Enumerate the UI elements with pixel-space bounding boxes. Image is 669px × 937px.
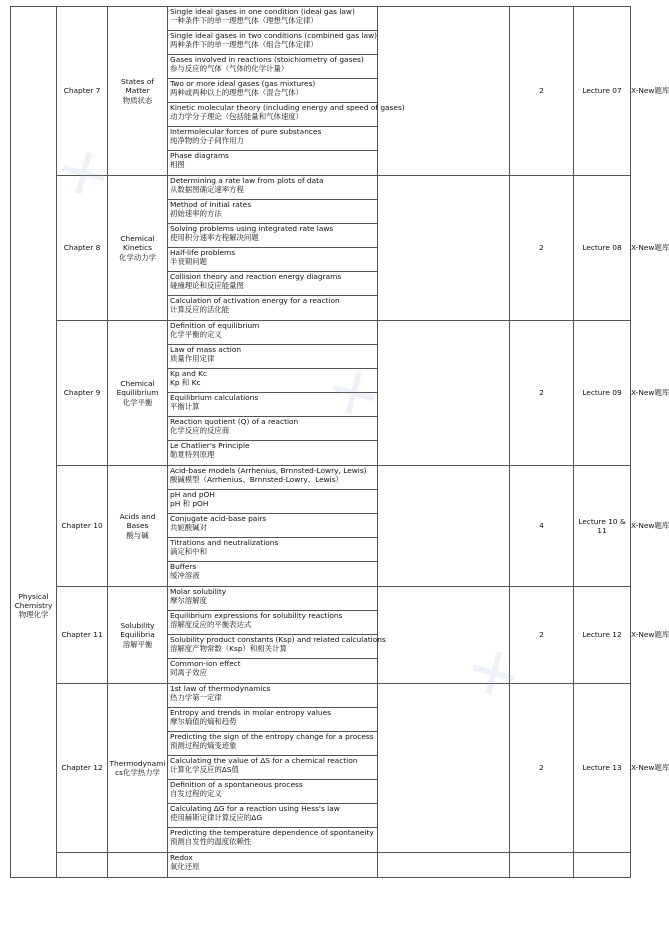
topic-en: Molar solubility <box>170 587 227 596</box>
blank-cell <box>378 176 510 321</box>
blank-cell <box>378 853 510 878</box>
topic-en: Predicting the temperature dependence of spontaneity <box>170 828 374 837</box>
topic-en: Entropy and trends in molar entropy values <box>170 708 331 717</box>
topic-zh: 化学平衡的定义 <box>170 330 222 340</box>
topic-item <box>168 224 377 248</box>
topic-en: Two or more ideal gases (gas mixtures) <box>170 79 316 88</box>
topic-zh: 自发过程的定义 <box>170 789 222 799</box>
topic-item <box>168 635 386 659</box>
topic-item <box>168 853 377 877</box>
chapter-number-cell: Chapter 10 <box>57 466 108 587</box>
topic-zh: 预测过程的熵变迹象 <box>170 741 237 751</box>
topic-item <box>168 321 377 345</box>
topics-cell <box>168 176 378 321</box>
blank-cell <box>378 684 510 853</box>
topics-cell <box>168 466 378 587</box>
topic-en: pH and pOH <box>170 490 215 499</box>
topic-item <box>168 684 377 708</box>
topic-item <box>168 272 377 296</box>
chapter-row: Chapter 11 Solubility Equilibria 溶解平衡 Molar solubility 摩尔溶解度 Equilibrium expressions for solubility reactions 溶解度反应的平衡表达式 Solubility product constants (Ksp) and related calculations 溶解度产物常数（Ksp）和相关计算 Common-ion effect 同离子效应 2 Lecture 12 X-New题库 <box>11 587 631 684</box>
chapter-number-cell <box>57 853 108 878</box>
topics-cell <box>168 684 378 853</box>
subject-area-cell <box>11 7 57 878</box>
topic-zh: 碰撞理论和反应能量图 <box>170 281 244 291</box>
topic-item <box>168 31 377 55</box>
chapter-name-cell <box>108 466 168 587</box>
topic-item <box>168 296 377 320</box>
topic-en: Kinetic molecular theory (including energy and speed of gases) <box>170 103 405 112</box>
topic-item <box>168 79 377 103</box>
topic-en: Conjugate acid-base pairs <box>170 514 267 523</box>
syllabus-table <box>10 6 669 878</box>
chapter-number-cell: Chapter 11 <box>57 587 108 684</box>
topic-en: Kp and Kc <box>170 369 208 378</box>
chapter-name-line: Chemical <box>120 379 155 389</box>
topic-en: Calculation of activation energy for a reaction <box>170 296 340 305</box>
topic-en: Acid-base models (Arrhenius, Brnnsted-Lowry, Lewis) <box>170 466 367 475</box>
chapter-name-line: Equilibria <box>120 630 155 640</box>
topic-en: Calculating the value of ΔS for a chemical reaction <box>170 756 358 765</box>
topic-item <box>168 659 377 683</box>
chapter-name-line: Bases <box>126 521 149 531</box>
topic-zh: 动力学分子理论（包括能量和气体速度） <box>170 112 304 122</box>
topic-zh: 共轭酸碱对 <box>170 523 207 533</box>
chapter-number-cell: Chapter 8 <box>57 176 108 321</box>
topics-cell <box>168 587 386 684</box>
topic-item <box>168 514 377 538</box>
topic-zh: 氧化还原 <box>170 862 200 872</box>
blank-cell <box>378 587 510 684</box>
topic-item <box>168 369 377 393</box>
chapter-name-line: Solubility <box>120 621 155 631</box>
topic-en: Buffers <box>170 562 197 571</box>
topic-en: Equilibrium calculations <box>170 393 259 402</box>
topic-zh: 溶解度产物常数（Ksp）和相关计算 <box>170 644 287 654</box>
lecture-cell: Lecture 07 <box>574 7 631 176</box>
chapter-number-cell: Chapter 9 <box>57 321 108 466</box>
topic-en: Titrations and neutralizations <box>170 538 279 547</box>
chapter-name-line: Thermodynami <box>109 758 166 768</box>
topic-en: Collision theory and reaction energy diagrams <box>170 272 342 281</box>
topic-zh: 计算化学反应的ΔS值 <box>170 765 239 775</box>
chapter-name-line: Chemical <box>120 234 155 244</box>
chapter-row: Chapter 12 Thermodynami cs化学热力学 1st law of thermodynamics 热力学第一定律 Entropy and trends in molar entropy values 摩尔熵值的熵和趋势 Predicting the sign of the entropy change for a process 预测过程的熵变迹象 Calculating the value of ΔS for a chemical reaction 计算化学反应的ΔS值 Definition of a spontaneous process 自发过程的定义 Calculating ΔG for a reaction using Hess's law 使用赫斯定律计算反应的ΔG Predicting the temperature dependence of spontaneity 预测自发性的温度依赖性 2 Lecture 13 X-New题库 <box>11 684 631 853</box>
hours-cell: 2 <box>510 321 574 466</box>
topic-item <box>168 828 377 852</box>
topic-zh: 相图 <box>170 160 185 170</box>
topic-en: Equilibrium expressions for solubility reactions <box>170 611 343 620</box>
topics-cell <box>168 853 378 878</box>
chapter-name-line: 溶解平衡 <box>122 639 153 649</box>
chapter-name-line: Matter <box>125 86 150 96</box>
topic-en: 1st law of thermodynamics <box>170 684 271 693</box>
hours-cell: 2 <box>510 176 574 321</box>
topics-cell <box>168 7 405 176</box>
chapter-row <box>11 853 631 878</box>
topic-en: Single ideal gases in two conditions (combined gas law) <box>170 31 377 40</box>
lecture-cell: Lecture 09 <box>574 321 631 466</box>
topic-en: Solving problems using integrated rate laws <box>170 224 334 233</box>
watermark: ✕ <box>316 352 393 436</box>
topic-item <box>168 345 377 369</box>
topic-item <box>168 393 377 417</box>
topic-zh: 摩尔熵值的熵和趋势 <box>170 717 237 727</box>
chapter-name-line: 化学动力学 <box>119 252 156 262</box>
chapter-name-line: States of <box>121 77 154 87</box>
topic-item <box>168 441 377 465</box>
chapter-name-line: Acids and <box>119 512 156 522</box>
topic-item <box>168 587 377 611</box>
topic-item <box>168 200 377 224</box>
chapter-name-line: 酸与碱 <box>126 530 149 540</box>
blank-cell <box>378 466 510 587</box>
topic-zh: 酸碱模型（Arrhenius、Brnnsted-Lowry、Lewis） <box>170 475 343 485</box>
topic-en: Method of initial rates <box>170 200 252 209</box>
topic-zh: 摩尔溶解度 <box>170 596 207 606</box>
topic-zh: 计算反应的活化能 <box>170 305 230 315</box>
topic-zh: 溶解度反应的平衡表达式 <box>170 620 252 630</box>
topic-zh: 初始速率的方法 <box>170 209 222 219</box>
topic-zh: 半衰期问题 <box>170 257 207 267</box>
topic-en: Gases involved in reactions (stoichiometry of gases) <box>170 55 364 64</box>
topic-en: Solubility product constants (Ksp) and related calculations <box>170 635 386 644</box>
hours-cell: 2 <box>510 587 574 684</box>
subject-area-zh: 物理化学 <box>18 609 49 619</box>
chapter-row: Chapter 9 Chemical Equilibrium 化学平衡 Definition of equilibrium 化学平衡的定义 Law of mass action 质量作用定律 Kp and Kc Kp 和 Kc Equilibrium calculations 平衡计算 Reaction quotient (Q) of a reaction 化学反应的反应商 Le Chatlier's Principle 勒夏特列原理 2 Lecture 09 X-New题库 <box>11 321 631 466</box>
topic-en: Reaction quotient (Q) of a reaction <box>170 417 299 426</box>
hours-cell <box>510 853 574 878</box>
chapter-row: Chapter 8 Chemical Kinetics 化学动力学 Determining a rate law from plots of data 从数据图确定速率方程 Method of initial rates 初始速率的方法 Solving problems using integrated rate laws 使用积分速率方程解决问题 Half-life problems 半衰期问题 Collision theory and reaction energy diagrams 碰撞理论和反应能量图 Calculation of activation energy for a reaction 计算反应的活化能 2 Lecture 08 X-New题库 <box>11 176 631 321</box>
topic-zh: 化学反应的反应商 <box>170 426 230 436</box>
chapter-number-cell: Chapter 12 <box>57 684 108 853</box>
topic-item <box>168 248 377 272</box>
lecture-cell: Lecture 12 <box>574 587 631 684</box>
chapter-name-line: 物质状态 <box>122 95 153 105</box>
topic-en: Le Chatlier's Principle <box>170 441 250 450</box>
topic-item <box>168 708 377 732</box>
topic-en: Definition of equilibrium <box>170 321 260 330</box>
topic-zh: 纯净物的分子间作用力 <box>170 136 244 146</box>
topic-en: Single ideal gases in one condition (ideal gas law) <box>170 7 355 16</box>
topic-zh: 从数据图确定速率方程 <box>170 185 244 195</box>
watermark: ✕ <box>456 632 533 716</box>
lecture-cell: Lecture 08 <box>574 176 631 321</box>
topic-item <box>168 562 377 586</box>
topic-zh: 滴定和中和 <box>170 547 207 557</box>
topic-zh: 一种条件下的单一理想气体（理想气体定律） <box>170 16 318 26</box>
syllabus-body <box>11 7 669 878</box>
chapter-row: Chapter 10 Acids and Bases 酸与碱 Acid-base models (Arrhenius, Brnnsted-Lowry, Lewis) 酸碱模型（Arrhenius、Brnnsted-Lowry、Lewis） pH and pOH pH 和 pOH Conjugate acid-base pairs 共轭酸碱对 Titrations and neutralizations 滴定和中和 Buffers 缓冲溶液 4 Lecture 10 & 11 X-New题库 <box>11 466 631 587</box>
topic-en: Calculating ΔG for a reaction using Hess's law <box>170 804 340 813</box>
lecture-cell <box>574 853 631 878</box>
topic-en: Law of mass action <box>170 345 242 354</box>
topic-zh: 平衡计算 <box>170 402 200 412</box>
topic-en: Redox <box>170 853 193 862</box>
topic-zh: 两种条件下的单一理想气体（组合气体定律） <box>170 40 318 50</box>
topic-item <box>168 804 377 828</box>
topic-zh: 使用赫斯定律计算反应的ΔG <box>170 813 263 823</box>
chapter-name-cell <box>108 587 168 684</box>
topic-zh: 使用积分速率方程解决问题 <box>170 233 259 243</box>
topic-item <box>168 732 377 756</box>
topic-zh: 预测自发性的温度依赖性 <box>170 837 252 847</box>
chapter-name-line: 化学平衡 <box>122 397 153 407</box>
topic-item <box>168 780 377 804</box>
chapter-name-cell <box>108 684 168 853</box>
chapter-name-cell <box>108 176 168 321</box>
topic-zh: 缓冲溶液 <box>170 571 200 581</box>
topic-en: Half-life problems <box>170 248 236 257</box>
chapter-name-cell <box>108 321 168 466</box>
topic-zh: 勒夏特列原理 <box>170 450 215 460</box>
topic-item <box>168 7 377 31</box>
topic-item <box>168 466 377 490</box>
chapter-name-line: Equilibrium <box>116 388 159 398</box>
hours-cell: 4 <box>510 466 574 587</box>
topics-cell <box>168 321 378 466</box>
blank-cell <box>378 321 510 466</box>
lecture-cell: Lecture 10 & 11 <box>574 466 631 587</box>
topic-zh: 质量作用定律 <box>170 354 215 364</box>
topic-item <box>168 490 377 514</box>
topic-en: Phase diagrams <box>170 151 229 160</box>
topic-en: Determining a rate law from plots of data <box>170 176 324 185</box>
topic-item <box>168 55 377 79</box>
topic-en: Definition of a spontaneous process <box>170 780 303 789</box>
chapter-row: Physical Chemistry 物理化学 Chapter 7 States of Matter 物质状态 Single ideal gases in one condition (ideal gas law) 一种条件下的单一理想气体（理想气体定律） Single ideal gases in two conditions (combined gas law) 两种条件下的单一理想气体（组合气体定律） Gases involved in reactions (stoichiometry of gases) 参与反应的气体（气体的化学计量） Two or more ideal gases (gas mixtures) 两种或两种以上的理想气体（混合气体） Kinetic molecular theory (including energy and speed of gases) 动力学分子理论（包括能量和气体速度） Intermolecular forces of pure substances 纯净物的分子间作用力 Phase diagrams 相图 2 Lecture 07 X-New题库 <box>11 7 631 176</box>
chapter-name-cell <box>108 7 168 176</box>
topic-zh: 同离子效应 <box>170 668 207 678</box>
topic-item <box>168 417 377 441</box>
topic-item <box>168 103 405 127</box>
chapter-name-line: cs化学热力学 <box>115 768 160 777</box>
topic-item <box>168 176 377 200</box>
subject-area-en: Physical Chemistry <box>14 591 53 610</box>
topic-zh: 参与反应的气体（气体的化学计量） <box>170 64 289 74</box>
topic-item <box>168 756 377 780</box>
topic-en: Predicting the sign of the entropy change for a process <box>170 732 374 741</box>
chapter-name-line: Kinetics <box>123 243 152 253</box>
topic-item <box>168 538 377 562</box>
chapter-number-cell: Chapter 7 <box>57 7 108 176</box>
topic-en: Intermolecular forces of pure substances <box>170 127 322 136</box>
topic-zh: 两种或两种以上的理想气体（混合气体） <box>170 88 304 98</box>
lecture-cell: Lecture 13 <box>574 684 631 853</box>
topic-zh: pH 和 pOH <box>170 499 209 509</box>
hours-cell: 2 <box>510 7 574 176</box>
hours-cell: 2 <box>510 684 574 853</box>
blank-cell <box>378 7 510 176</box>
watermark: ✕ <box>46 132 123 216</box>
topic-zh: Kp 和 Kc <box>170 378 201 388</box>
topic-zh: 热力学第一定律 <box>170 693 222 703</box>
topic-en: Common-ion effect <box>170 659 241 668</box>
topic-item <box>168 151 377 175</box>
topic-item <box>168 127 377 151</box>
topic-item <box>168 611 377 635</box>
chapter-name-cell <box>108 853 168 878</box>
